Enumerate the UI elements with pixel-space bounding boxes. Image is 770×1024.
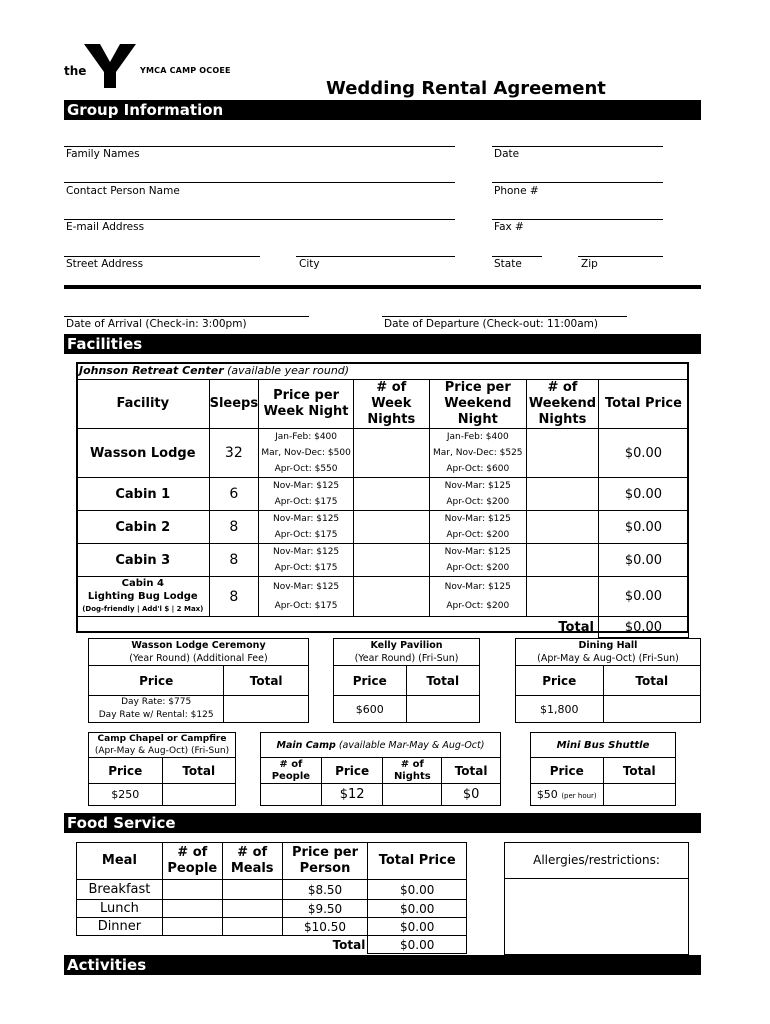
meal-name: Breakfast bbox=[77, 880, 163, 900]
pavilion-price: $600 bbox=[334, 696, 407, 723]
zip-label: Zip bbox=[581, 258, 598, 270]
ceremony-total-input[interactable] bbox=[224, 696, 309, 723]
fax-line[interactable] bbox=[492, 219, 663, 220]
ceremony-table bbox=[88, 638, 309, 723]
maincamp-nights-header: # of Nights bbox=[383, 758, 442, 784]
phone-line[interactable] bbox=[492, 182, 663, 183]
email-line[interactable] bbox=[64, 219, 455, 220]
johnson-caption-note: (available year round) bbox=[227, 364, 350, 377]
family-names-line[interactable] bbox=[64, 146, 455, 147]
meal-name: Lunch bbox=[77, 900, 163, 918]
street-line[interactable] bbox=[64, 256, 260, 257]
weekend-nights-input[interactable] bbox=[527, 544, 599, 577]
email-label: E-mail Address bbox=[66, 221, 145, 233]
rate-line: Jan-Feb: $400 bbox=[275, 432, 337, 442]
week-nights-input[interactable] bbox=[354, 478, 430, 511]
rate-line: Nov-Mar: $125 bbox=[272, 514, 340, 524]
row-total: $0.00 bbox=[598, 429, 688, 478]
week-nights-input[interactable] bbox=[354, 429, 430, 478]
johnson-caption-title: Johnson Retreat Center bbox=[79, 364, 224, 377]
rate-line: Jan-Feb: $400 bbox=[446, 432, 509, 442]
divider bbox=[64, 285, 701, 289]
contact-person-label: Contact Person Name bbox=[66, 185, 180, 197]
maincamp-title: Main Camp bbox=[276, 739, 336, 751]
week-nights-input[interactable] bbox=[354, 511, 430, 544]
maincamp-total-header: Total bbox=[442, 758, 501, 784]
week-nights-input[interactable] bbox=[354, 544, 430, 577]
sleeps-value: 8 bbox=[209, 544, 259, 577]
meals-input[interactable] bbox=[222, 900, 282, 918]
meal-total: $0.00 bbox=[368, 918, 467, 936]
table-row bbox=[77, 478, 689, 511]
date-label: Date bbox=[494, 148, 520, 160]
table-row bbox=[77, 880, 467, 900]
rate-line: Apr-Oct: $175 bbox=[274, 530, 338, 540]
pavilion-total-header: Total bbox=[406, 666, 480, 696]
state-label: State bbox=[494, 258, 522, 270]
maincamp-subtitle: (available Mar-May & Aug-Oct) bbox=[338, 739, 485, 751]
maincamp-people-input[interactable] bbox=[261, 784, 322, 806]
weekend-nights-input[interactable] bbox=[527, 429, 599, 478]
meal-total: $0.00 bbox=[368, 880, 467, 900]
departure-label: Date of Departure (Check-out: 11:00am) bbox=[384, 318, 598, 330]
ceremony-price-header: Price bbox=[89, 666, 224, 696]
table-row bbox=[77, 577, 689, 617]
meal-price: $10.50 bbox=[282, 918, 368, 936]
chapel-title: Camp Chapel or Campfire bbox=[97, 734, 227, 744]
dining-price-header: Price bbox=[516, 666, 604, 696]
rate-line: Apr-Oct: $200 bbox=[446, 600, 510, 611]
rate-line: Apr-Oct: $175 bbox=[274, 563, 338, 573]
col-sleeps: Sleeps bbox=[209, 380, 259, 429]
rate-line: Apr-Oct: $200 bbox=[446, 497, 510, 507]
dining-price: $1,800 bbox=[516, 696, 604, 723]
section-group-information: Group Information bbox=[64, 100, 701, 120]
rate-line: Nov-Mar: $125 bbox=[444, 581, 511, 592]
allergies-label: Allergies/restrictions: bbox=[533, 853, 660, 867]
weekend-nights-input[interactable] bbox=[527, 511, 599, 544]
chapel-total-input[interactable] bbox=[162, 784, 236, 806]
col-meals: # of Meals bbox=[222, 843, 282, 880]
ceremony-title: Wasson Lodge Ceremony bbox=[131, 640, 266, 651]
rate-line: Nov-Mar: $125 bbox=[272, 581, 340, 592]
meal-price: $9.50 bbox=[282, 900, 368, 918]
section-food-service: Food Service bbox=[64, 813, 701, 833]
meal-price: $8.50 bbox=[282, 880, 368, 900]
rate-line: Nov-Mar: $125 bbox=[444, 514, 511, 524]
johnson-total-label: Total bbox=[77, 617, 599, 638]
city-label: City bbox=[299, 258, 320, 270]
logo-camp-name: YMCA CAMP OCOEE bbox=[140, 66, 231, 75]
rate-line: Mar, Nov-Dec: $500 bbox=[261, 448, 351, 458]
table-row bbox=[77, 511, 689, 544]
dining-subtitle: (Apr-May & Aug-Oct) (Fri-Sun) bbox=[537, 653, 679, 664]
shuttle-title: Mini Bus Shuttle bbox=[531, 733, 676, 758]
ceremony-subtitle: (Year Round) (Additional Fee) bbox=[129, 653, 268, 664]
facility-note: (Dog-friendly | Add'l $ | 2 Max) bbox=[82, 605, 204, 613]
zip-line[interactable] bbox=[578, 256, 663, 257]
chapel-total-header: Total bbox=[162, 758, 236, 784]
maincamp-people-header: # of People bbox=[261, 758, 322, 784]
contact-person-line[interactable] bbox=[64, 182, 455, 183]
row-total: $0.00 bbox=[598, 511, 688, 544]
chapel-price: $250 bbox=[89, 784, 163, 806]
shuttle-total-header: Total bbox=[603, 758, 676, 784]
maincamp-total: $0 bbox=[442, 784, 501, 806]
food-total-label: Total bbox=[77, 936, 368, 954]
ymca-logo-icon bbox=[82, 42, 138, 90]
dining-total-header: Total bbox=[603, 666, 700, 696]
food-table bbox=[76, 842, 467, 954]
facility-name: Cabin 3 bbox=[77, 544, 210, 577]
rate-line: Apr-Oct: $550 bbox=[274, 464, 338, 474]
week-nights-input[interactable] bbox=[354, 577, 430, 617]
state-line[interactable] bbox=[492, 256, 542, 257]
row-total: $0.00 bbox=[598, 478, 688, 511]
chapel-table bbox=[88, 732, 236, 806]
pavilion-title: Kelly Pavilion bbox=[370, 640, 443, 651]
maincamp-table bbox=[260, 732, 501, 806]
shuttle-price: $50 bbox=[536, 788, 558, 801]
meal-name: Dinner bbox=[77, 918, 163, 936]
sleeps-value: 8 bbox=[209, 511, 259, 544]
facility-name: Cabin 4 bbox=[121, 578, 164, 589]
arrival-line[interactable] bbox=[64, 316, 309, 317]
col-week-nights: # of Week Nights bbox=[354, 380, 430, 429]
col-price-week: Price per Week Night bbox=[259, 380, 354, 429]
pavilion-total-input[interactable] bbox=[406, 696, 480, 723]
dining-title: Dining Hall bbox=[578, 640, 638, 651]
facility-name: Cabin 1 bbox=[77, 478, 210, 511]
table-row bbox=[77, 900, 467, 918]
logo-text-the: the bbox=[64, 64, 87, 78]
chapel-price-header: Price bbox=[89, 758, 163, 784]
arrival-label: Date of Arrival (Check-in: 3:00pm) bbox=[66, 318, 247, 330]
pavilion-price-header: Price bbox=[334, 666, 407, 696]
rate-line: Mar, Nov-Dec: $525 bbox=[433, 448, 523, 458]
col-food-total: Total Price bbox=[368, 843, 467, 880]
chapel-subtitle: (Apr-May & Aug-Oct) (Fri-Sun) bbox=[94, 746, 230, 756]
table-row bbox=[77, 429, 689, 478]
maincamp-nights-input[interactable] bbox=[383, 784, 442, 806]
ceremony-rate-rental: Day Rate w/ Rental: $125 bbox=[98, 710, 214, 720]
table-row bbox=[77, 544, 689, 577]
page-title: Wedding Rental Agreement bbox=[326, 78, 606, 99]
pavilion-table bbox=[333, 638, 480, 723]
facility-name: Wasson Lodge bbox=[77, 429, 210, 478]
johnson-total-value: $0.00 bbox=[598, 617, 688, 638]
phone-label: Phone # bbox=[494, 185, 539, 197]
city-line[interactable] bbox=[296, 256, 455, 257]
rate-line: Nov-Mar: $125 bbox=[272, 481, 340, 491]
facility-name: Cabin 2 bbox=[77, 511, 210, 544]
sleeps-value: 8 bbox=[209, 577, 259, 617]
ceremony-rate: Day Rate: $775 bbox=[121, 697, 192, 707]
street-label: Street Address bbox=[66, 258, 144, 270]
people-input[interactable] bbox=[162, 880, 222, 900]
fax-label: Fax # bbox=[494, 221, 524, 233]
ceremony-total-header: Total bbox=[224, 666, 309, 696]
rate-line: Nov-Mar: $125 bbox=[444, 481, 511, 491]
col-facility: Facility bbox=[77, 380, 210, 429]
family-names-label: Family Names bbox=[66, 148, 140, 160]
sleeps-value: 32 bbox=[209, 429, 259, 478]
shuttle-table bbox=[530, 732, 676, 806]
maincamp-price-header: Price bbox=[321, 758, 383, 784]
sleeps-value: 6 bbox=[209, 478, 259, 511]
col-people: # of People bbox=[162, 843, 222, 880]
rate-line: Apr-Oct: $200 bbox=[446, 563, 510, 573]
row-total: $0.00 bbox=[598, 544, 688, 577]
section-facilities: Facilities bbox=[64, 334, 701, 354]
table-row bbox=[77, 918, 467, 936]
facility-subname: Lighting Bug Lodge bbox=[87, 591, 198, 602]
departure-line[interactable] bbox=[382, 316, 627, 317]
rate-line: Apr-Oct: $175 bbox=[274, 497, 338, 507]
dining-total-input[interactable] bbox=[603, 696, 700, 723]
col-weekend-nights: # of Weekend Nights bbox=[527, 380, 599, 429]
date-line[interactable] bbox=[492, 146, 663, 147]
rate-line: Apr-Oct: $600 bbox=[446, 464, 510, 474]
col-meal: Meal bbox=[77, 843, 163, 880]
johnson-table bbox=[76, 379, 689, 638]
col-total-price: Total Price bbox=[598, 380, 688, 429]
shuttle-total-input[interactable] bbox=[603, 784, 676, 806]
meals-input[interactable] bbox=[222, 880, 282, 900]
meal-total: $0.00 bbox=[368, 900, 467, 918]
meals-input[interactable] bbox=[222, 918, 282, 936]
section-activities: Activities bbox=[64, 955, 701, 975]
rate-line: Nov-Mar: $125 bbox=[272, 547, 340, 557]
col-price-weekend: Price per Weekend Night bbox=[429, 380, 526, 429]
col-price-person: Price per Person bbox=[282, 843, 368, 880]
shuttle-price-note: (per hour) bbox=[561, 792, 597, 800]
rate-line: Apr-Oct: $175 bbox=[274, 600, 338, 611]
rate-line: Apr-Oct: $200 bbox=[446, 530, 510, 540]
people-input[interactable] bbox=[162, 918, 222, 936]
dining-table bbox=[515, 638, 701, 723]
johnson-caption bbox=[79, 364, 349, 377]
pavilion-subtitle: (Year Round) (Fri-Sun) bbox=[354, 653, 459, 664]
rate-line: Nov-Mar: $125 bbox=[444, 547, 511, 557]
shuttle-price-header: Price bbox=[531, 758, 604, 784]
maincamp-price: $12 bbox=[321, 784, 383, 806]
people-input[interactable] bbox=[162, 900, 222, 918]
food-total-value: $0.00 bbox=[368, 936, 467, 954]
row-total: $0.00 bbox=[598, 577, 688, 617]
weekend-nights-input[interactable] bbox=[527, 478, 599, 511]
weekend-nights-input[interactable] bbox=[527, 577, 599, 617]
